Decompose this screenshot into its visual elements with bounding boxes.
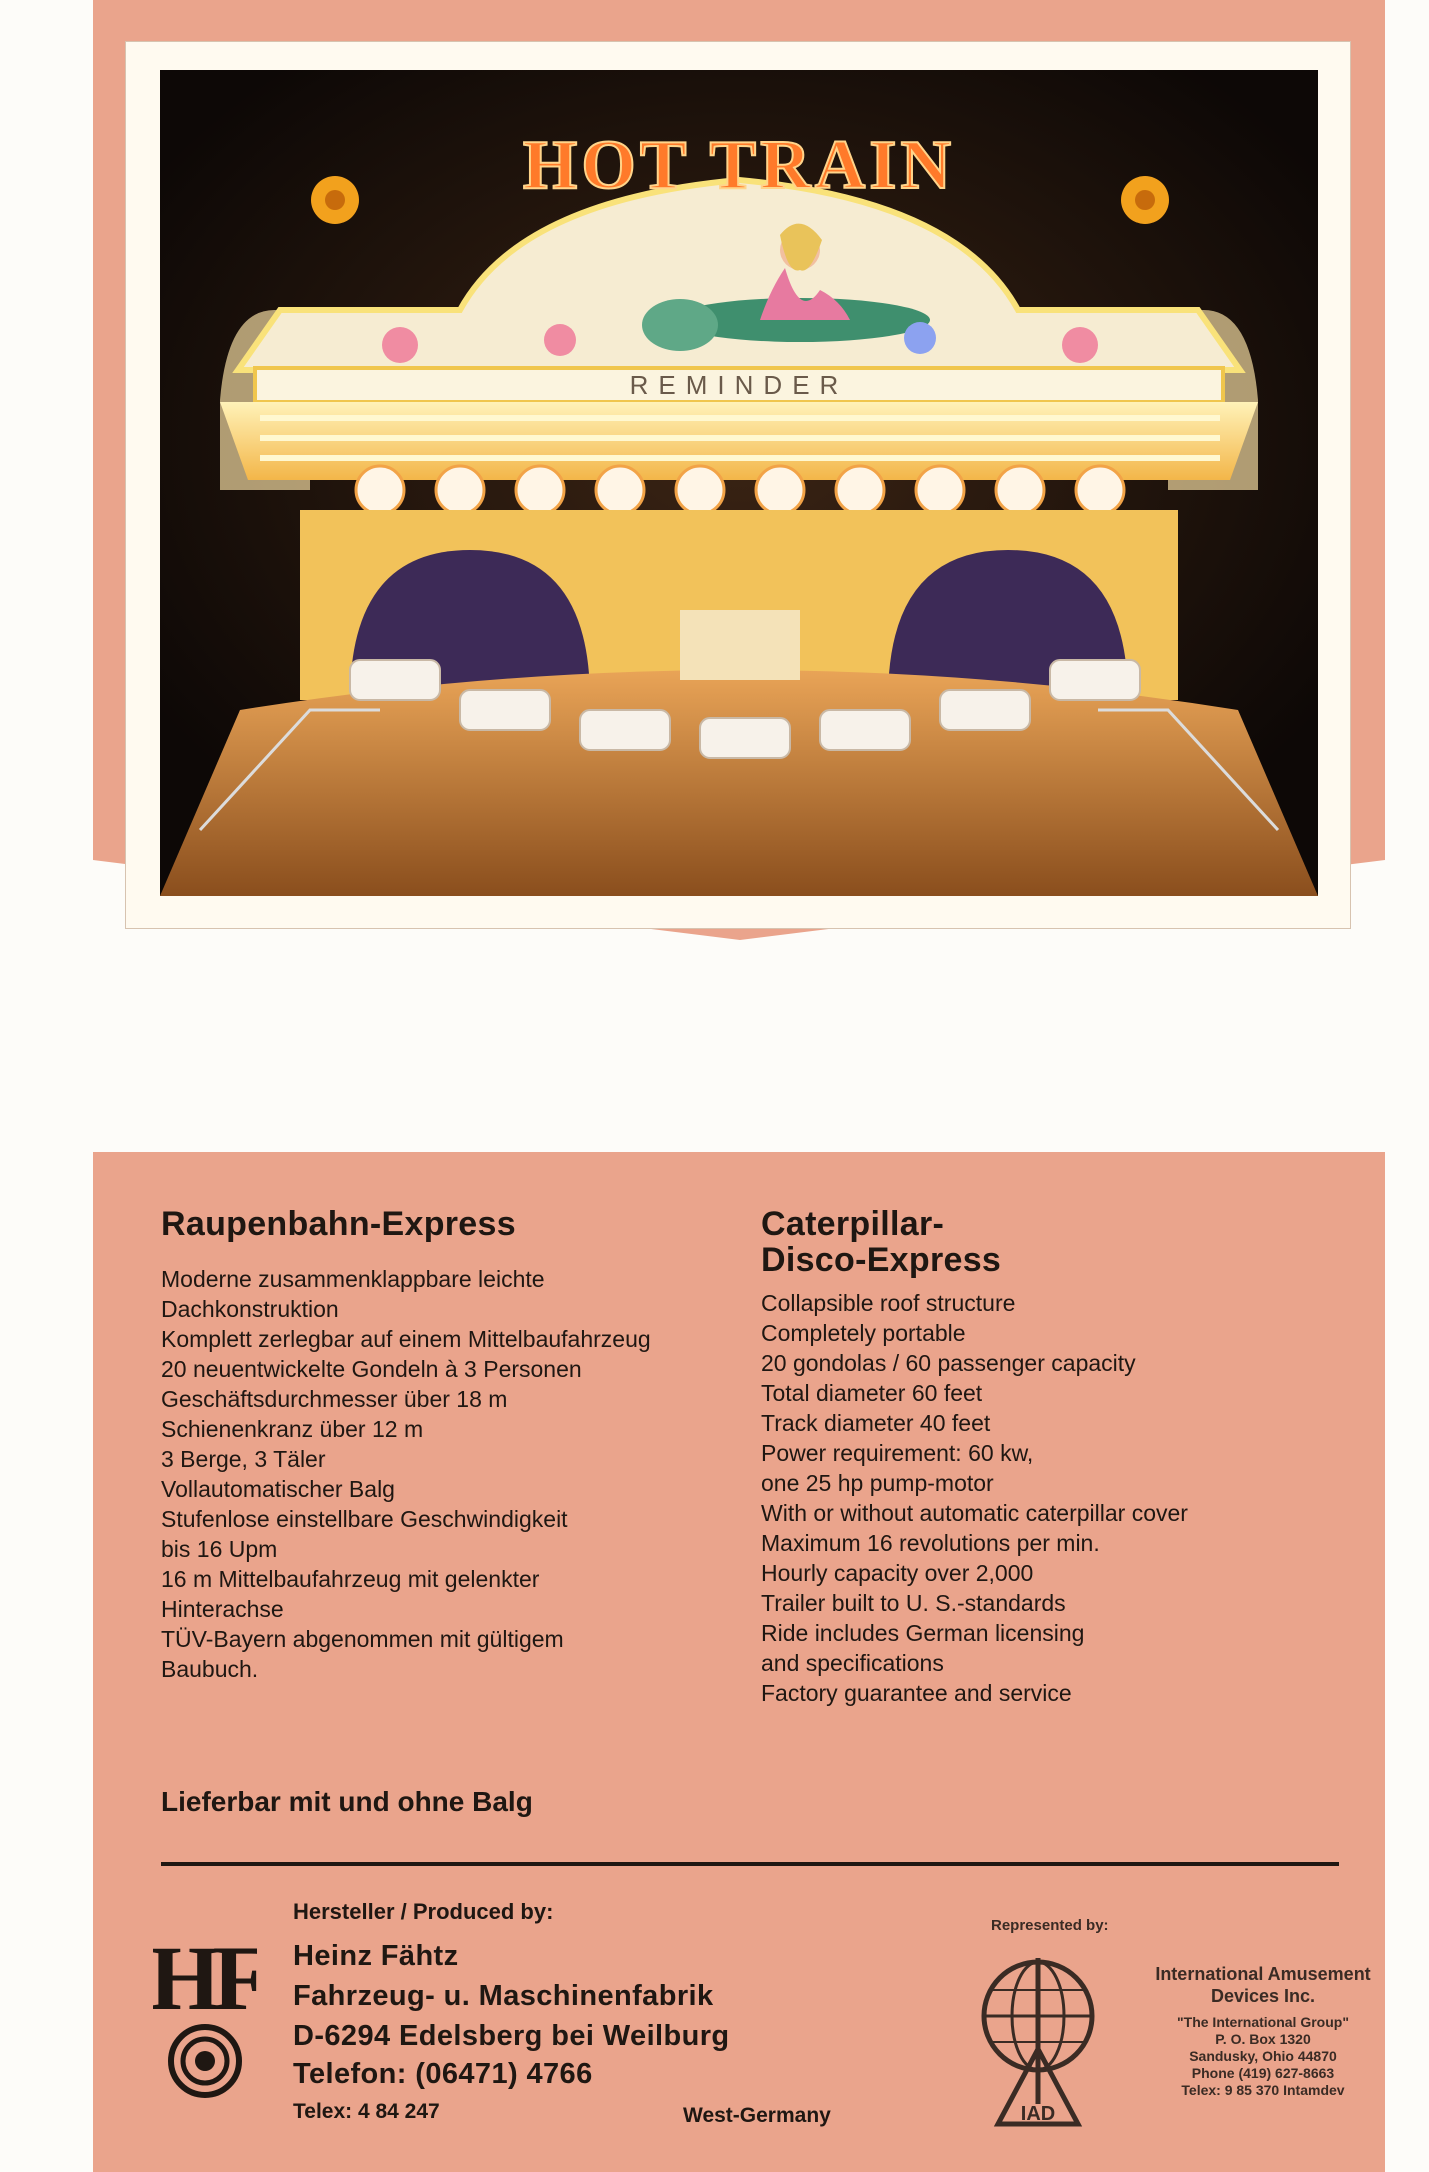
producer-label: Hersteller / Produced by: — [293, 1899, 554, 1924]
maker-company: Fahrzeug- u. Maschinenfabrik — [293, 1980, 714, 2012]
spec-line: Schienenkranz über 12 m — [161, 1416, 424, 1442]
maker-telex: Telex: 4 84 247 — [293, 2100, 440, 2123]
ride-photo — [160, 70, 1318, 896]
spec-line: Trailer built to U. S.-standards — [761, 1590, 1066, 1616]
globe-tower-icon — [973, 1954, 1103, 2134]
representative-detail-line: Telex: 9 85 370 Intamdev — [1181, 2082, 1345, 2098]
spec-line: Hinterachse — [161, 1596, 284, 1622]
english-heading — [761, 1206, 1361, 1278]
maker-address: D-6294 Edelsberg bei Weilburg — [293, 2020, 730, 2052]
spec-line: 20 neuentwickelte Gondeln à 3 Personen — [161, 1356, 582, 1382]
representative-label: Represented by: — [991, 1917, 1109, 1934]
spec-line: one 25 hp pump-motor — [761, 1470, 994, 1496]
german-heading: Raupenbahn-Express — [161, 1205, 516, 1243]
spec-line: Total diameter 60 feet — [761, 1380, 983, 1406]
spec-line: Vollautomatischer Balg — [161, 1476, 395, 1502]
spec-line: Track diameter 40 feet — [761, 1410, 991, 1436]
spec-line: Factory guarantee and service — [761, 1680, 1072, 1706]
representative-detail-line: Sandusky, Ohio 44870 — [1189, 2048, 1337, 2064]
english-spec-list — [761, 1288, 1361, 1708]
spec-line: Hourly capacity over 2,000 — [761, 1560, 1034, 1586]
representative-name-line2: Devices Inc. — [1210, 1986, 1316, 2006]
spec-line: Geschäftsdurchmesser über 18 m — [161, 1386, 508, 1412]
representative-name-line1: International Amusement — [1155, 1964, 1371, 1984]
english-heading-line2: Disco-Express — [761, 1241, 1002, 1279]
english-heading-line1: Caterpillar- — [761, 1205, 945, 1243]
spec-line: Completely portable — [761, 1320, 966, 1346]
spec-line: 20 gondolas / 60 passenger capacity — [761, 1350, 1136, 1376]
hf-logo-icon — [153, 1919, 257, 2109]
photo-frame — [126, 42, 1350, 928]
spec-line: Baubuch. — [161, 1656, 259, 1682]
hf-logo — [153, 1919, 257, 2114]
iad-logo — [973, 1954, 1103, 2139]
german-spec-list — [161, 1264, 761, 1684]
sign-subtitle-text: REMINDER — [629, 370, 849, 400]
spec-line: Komplett zerlegbar auf einem Mittelbaufahrzeug — [161, 1326, 651, 1352]
iad-logo-text: IAD — [1020, 2103, 1056, 2125]
spec-line: With or without automatic caterpillar cover — [761, 1500, 1188, 1526]
spec-line: Maximum 16 revolutions per min. — [761, 1530, 1100, 1556]
spec-line: Stufenlose einstellbare Geschwindigkeit — [161, 1506, 568, 1532]
spec-line: bis 16 Upm — [161, 1536, 278, 1562]
maker-name: Heinz Fähtz — [293, 1940, 459, 1972]
spec-line: TÜV-Bayern abgenommen mit gültigem — [161, 1626, 564, 1652]
representative-detail-line: Phone (419) 627-8663 — [1191, 2065, 1335, 2081]
availability-note: Lieferbar mit und ohne Balg — [161, 1786, 533, 1817]
german-column — [161, 1206, 761, 1684]
maker-phone: Telefon: (06471) 4766 — [293, 2058, 593, 2090]
representative-detail-line: "The International Group" — [1177, 2014, 1349, 2030]
representative-detail-line: P. O. Box 1320 — [1215, 2031, 1311, 2047]
spec-line: 16 m Mittelbaufahrzeug mit gelenkter — [161, 1566, 540, 1592]
hf-logo-text: HF — [153, 1927, 257, 2029]
ride-illustration — [160, 70, 1318, 896]
divider-rule — [161, 1862, 1339, 1866]
maker-country: West-Germany — [683, 2104, 831, 2127]
spec-line: Ride includes German licensing — [761, 1620, 1085, 1646]
sign-title-text: HOT TRAIN — [522, 127, 956, 204]
english-column — [761, 1206, 1361, 1708]
spec-line: 3 Berge, 3 Täler — [161, 1446, 326, 1472]
representative-details — [1113, 2014, 1413, 2099]
spec-line: Collapsible roof structure — [761, 1290, 1016, 1316]
spec-line: and specifications — [761, 1650, 944, 1676]
spec-line: Dachkonstruktion — [161, 1296, 339, 1322]
spec-line: Moderne zusammenklappbare leichte — [161, 1266, 545, 1292]
info-panel — [93, 1152, 1385, 2172]
spec-line: Power requirement: 60 kw, — [761, 1440, 1034, 1466]
